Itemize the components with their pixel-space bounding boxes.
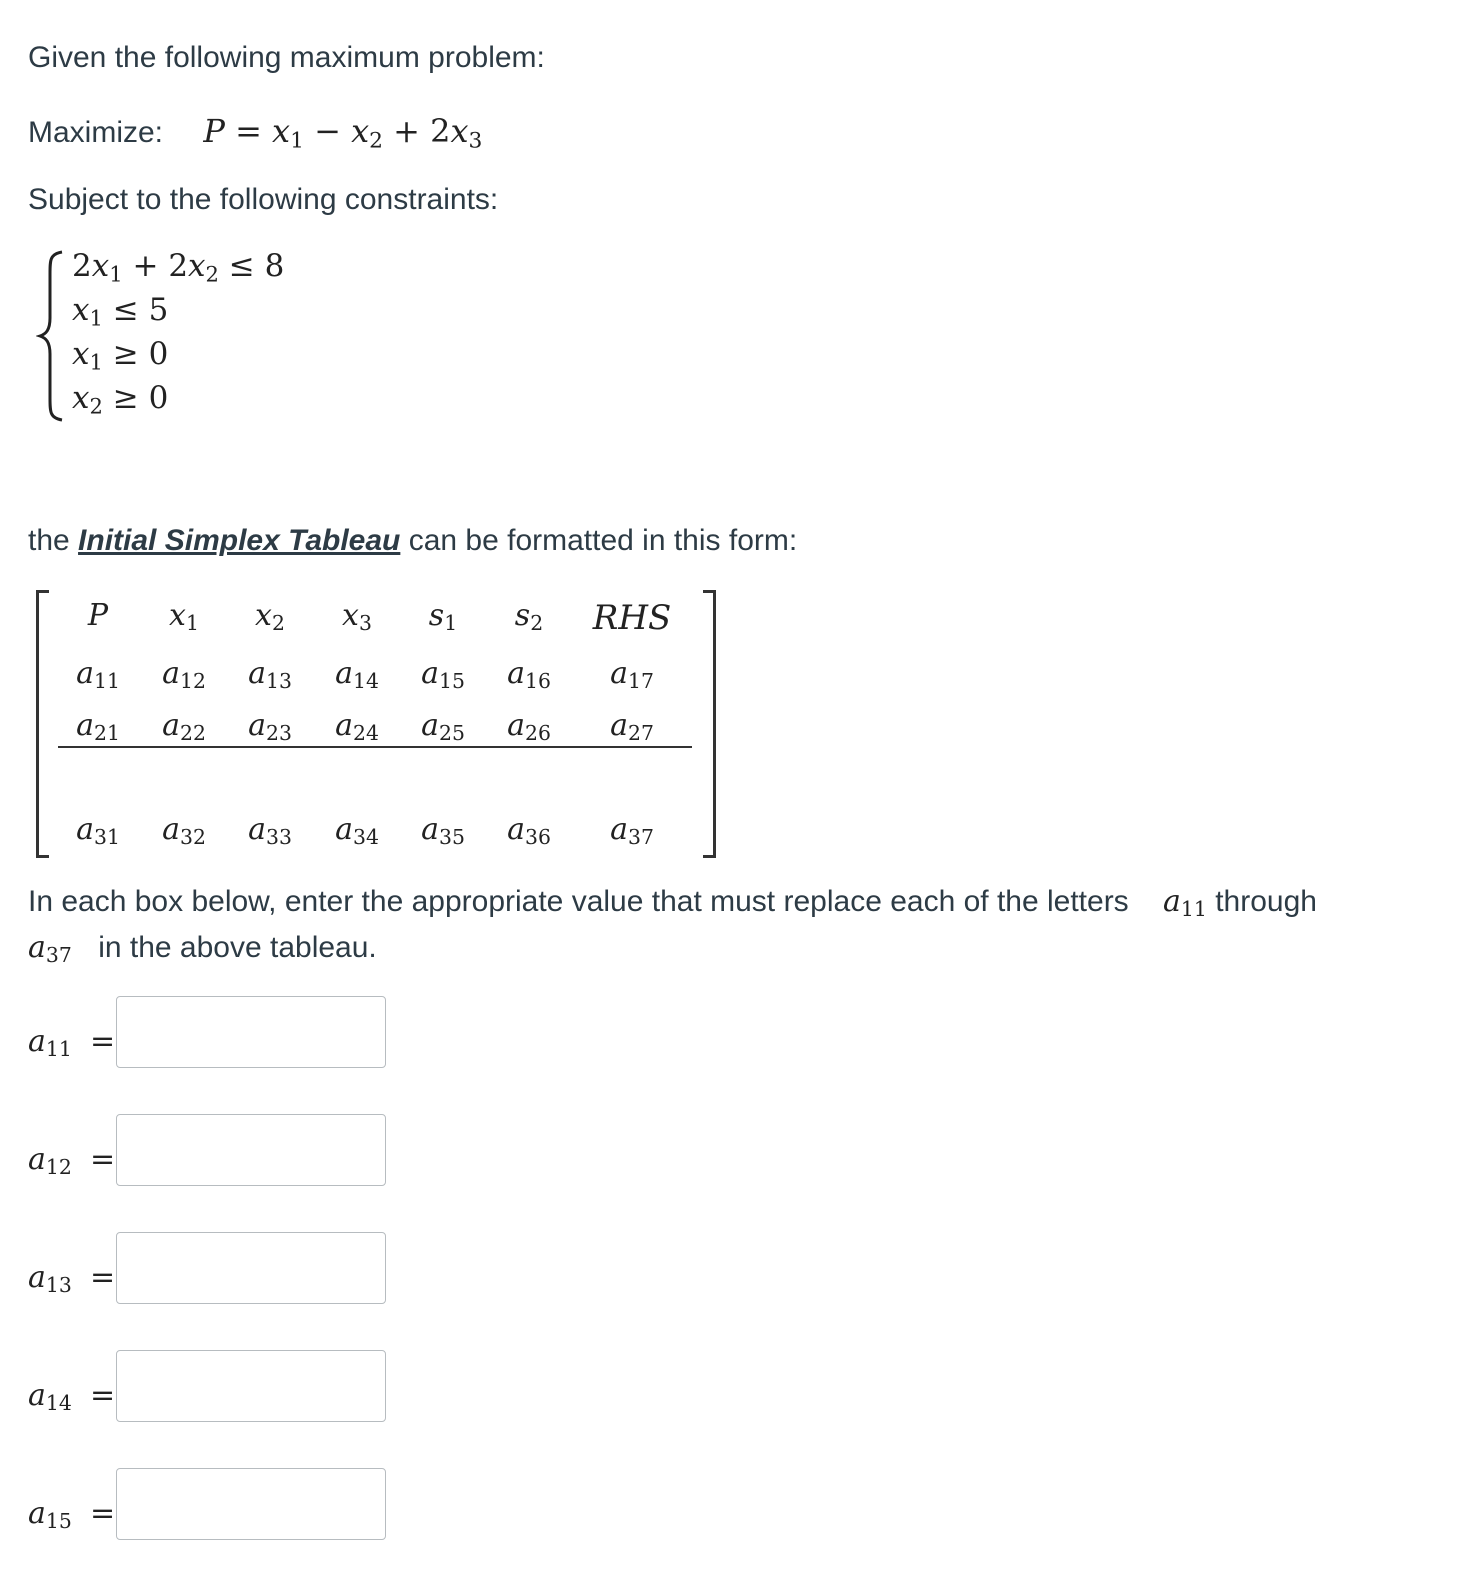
tableau-cell-a16: $a_{16}$ bbox=[507, 656, 551, 694]
tableau-cell-a21: $a_{21}$ bbox=[76, 708, 120, 746]
tableau-header-x3: $x_3$ bbox=[342, 598, 372, 636]
tableau-cell-a15: $a_{15}$ bbox=[421, 656, 465, 694]
equals-sign: = bbox=[90, 1496, 116, 1531]
tableau-header-x1: $x_1$ bbox=[169, 598, 199, 636]
left-bracket bbox=[36, 590, 49, 858]
equals-sign: = bbox=[90, 1260, 116, 1295]
constraint-3: $x_1 \ge 0$ bbox=[72, 336, 169, 375]
answer-label-a12: $a_{12}$ bbox=[28, 1142, 72, 1180]
instructions-line-1: In each box below, enter the appropriate value that must replace each of the letters $a_{11}$ through bbox=[28, 884, 1317, 922]
initial-simplex-tableau-link[interactable]: Initial Simplex Tableau bbox=[78, 524, 401, 557]
tableau-cell-a23: $a_{23}$ bbox=[248, 708, 292, 746]
tableau-cell-a26: $a_{26}$ bbox=[507, 708, 551, 746]
answer-label-a13: $a_{13}$ bbox=[28, 1260, 72, 1298]
tableau-cell-a12: $a_{12}$ bbox=[162, 656, 206, 694]
answer-label-a14: $a_{14}$ bbox=[28, 1378, 72, 1416]
tableau-cell-a37: $a_{37}$ bbox=[610, 812, 654, 850]
answer-input-a15[interactable] bbox=[116, 1468, 386, 1540]
objective-equation: $P = x_1 - x_2 + 2x_3$ bbox=[203, 112, 483, 154]
tableau-cell-a33: $a_{33}$ bbox=[248, 812, 292, 850]
intro-text: Given the following maximum problem: bbox=[28, 41, 545, 74]
answer-label-a11: $a_{11}$ bbox=[28, 1024, 72, 1062]
right-bracket bbox=[703, 590, 716, 858]
answer-label-a15: $a_{15}$ bbox=[28, 1496, 72, 1534]
left-brace-icon bbox=[36, 250, 66, 422]
tableau-cell-a17: $a_{17}$ bbox=[610, 656, 654, 694]
tableau-cell-a22: $a_{22}$ bbox=[162, 708, 206, 746]
constraints-heading: Subject to the following constraints: bbox=[28, 183, 499, 216]
tableau-header-p: P bbox=[87, 598, 109, 633]
answer-input-a12[interactable] bbox=[116, 1114, 386, 1186]
tableau-cell-a32: $a_{32}$ bbox=[162, 812, 206, 850]
answer-input-a11[interactable] bbox=[116, 996, 386, 1068]
tableau-cell-a14: $a_{14}$ bbox=[335, 656, 379, 694]
instructions-line-2: $a_{37}$ in the above tableau. bbox=[28, 930, 377, 968]
objective-label: Maximize: bbox=[28, 116, 164, 149]
tableau-header-rhs: RHS bbox=[592, 598, 672, 638]
tableau-cell-a36: $a_{36}$ bbox=[507, 812, 551, 850]
tableau-header-x2: $x_2$ bbox=[255, 598, 285, 636]
constraint-1: $2x_1 + 2x_2 \le 8$ bbox=[72, 248, 285, 287]
simplex-tableau bbox=[36, 590, 716, 852]
tableau-cell-a34: $a_{34}$ bbox=[335, 812, 379, 850]
objective-function bbox=[28, 112, 483, 154]
constraint-2: $x_1 \le 5$ bbox=[72, 292, 169, 331]
tableau-cell-a35: $a_{35}$ bbox=[421, 812, 465, 850]
answer-input-a14[interactable] bbox=[116, 1350, 386, 1422]
tableau-divider bbox=[58, 746, 692, 748]
tableau-cell-a11: $a_{11}$ bbox=[76, 656, 120, 694]
equals-sign: = bbox=[90, 1024, 116, 1059]
tableau-cell-a24: $a_{24}$ bbox=[335, 708, 379, 746]
tableau-cell-a25: $a_{25}$ bbox=[421, 708, 465, 746]
tableau-cell-a27: $a_{27}$ bbox=[610, 708, 654, 746]
tableau-cell-a31: $a_{31}$ bbox=[76, 812, 120, 850]
equals-sign: = bbox=[90, 1378, 116, 1413]
tableau-cell-a13: $a_{13}$ bbox=[248, 656, 292, 694]
tableau-intro: the Initial Simplex Tableau can be formatted in this form: bbox=[28, 524, 798, 557]
equals-sign: = bbox=[90, 1142, 116, 1177]
tableau-header-s2: $s_2$ bbox=[514, 598, 544, 636]
tableau-header-s1: $s_1$ bbox=[428, 598, 458, 636]
constraint-4: $x_2 \ge 0$ bbox=[72, 380, 169, 419]
answer-input-a13[interactable] bbox=[116, 1232, 386, 1304]
